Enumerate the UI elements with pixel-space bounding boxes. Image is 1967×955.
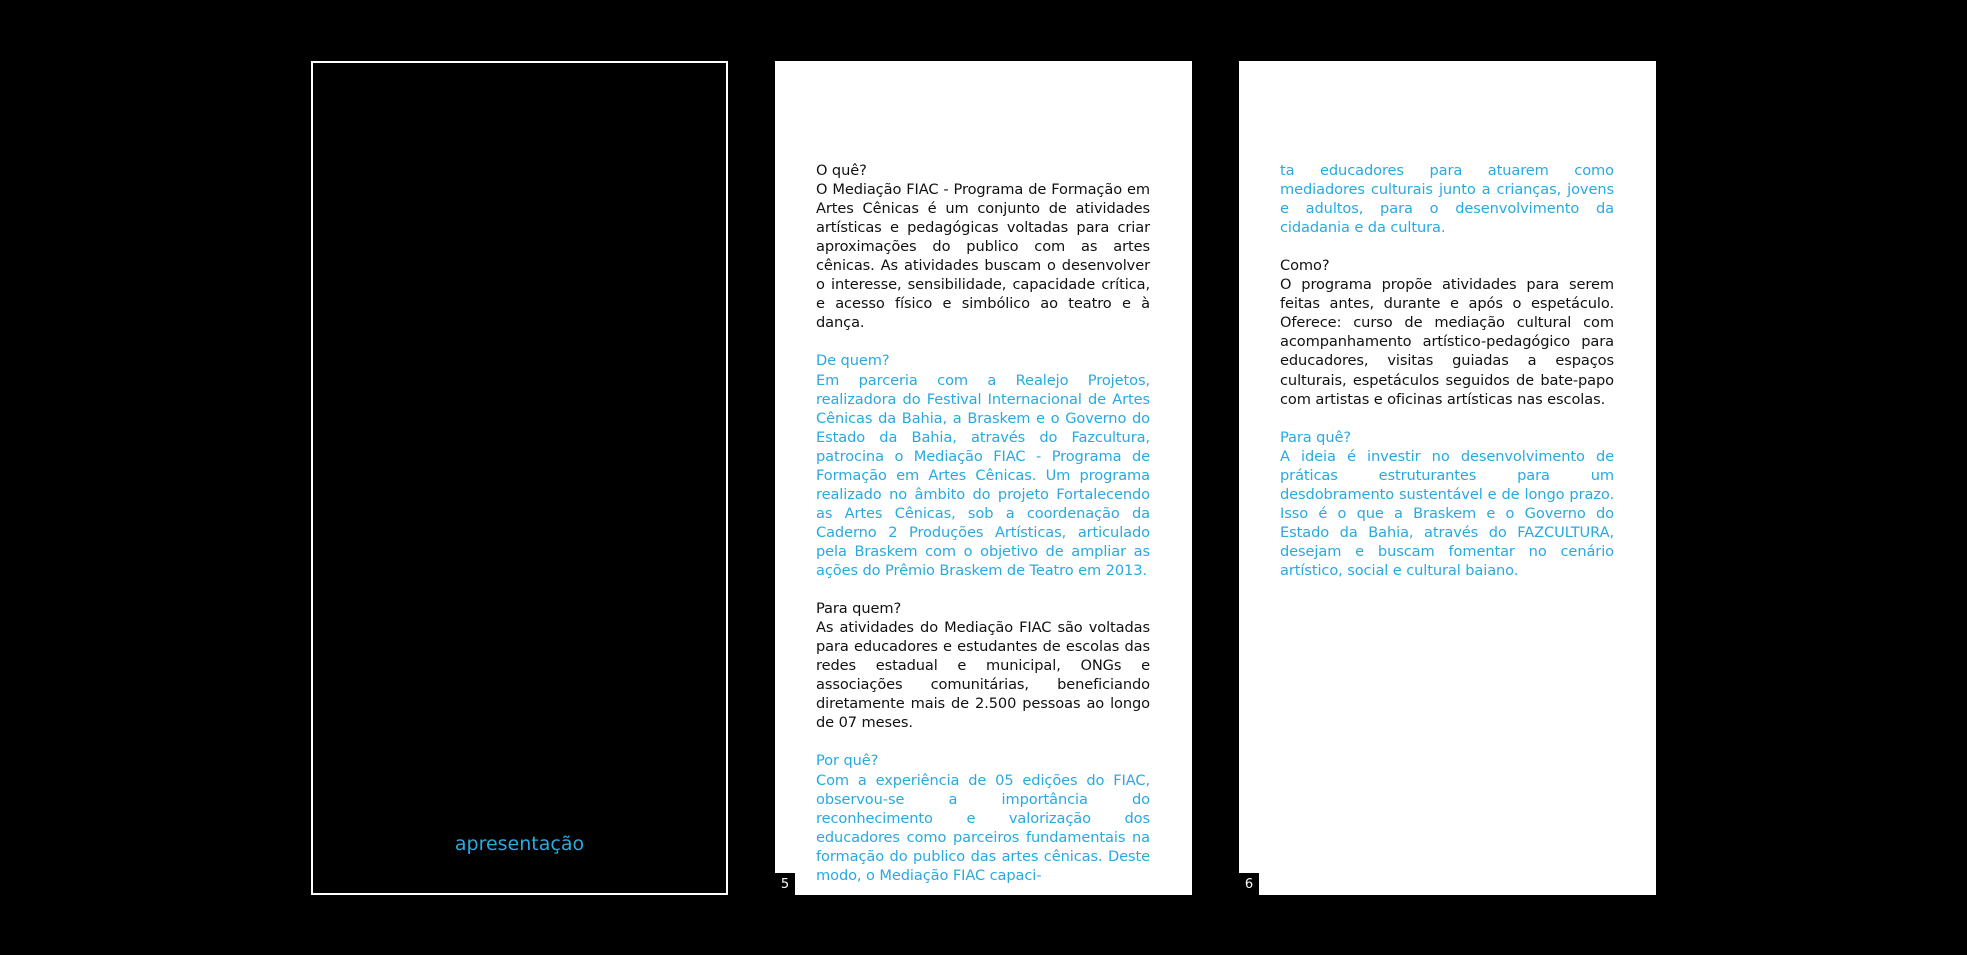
section-heading: Por quê? <box>816 752 879 770</box>
section-o-que <box>816 161 1150 332</box>
section-por-que <box>816 751 1150 884</box>
section-para-que <box>1280 428 1614 580</box>
section-body: O programa propõe atividades para serem feitas antes, durante e após o espetáculo. Oferece: curso de mediação cultural com acompanhamento artístico-pedagógico para educadores, visitas guiadas a espaços culturais, espetáculos seguidos de bate-papo com artistas e oficinas artísticas nas escolas. <box>1280 276 1614 408</box>
continuation-text: ta educadores para atuarem como mediadores culturais junto a crianças, jovens e adultos, para o desenvolvimento da cidadania e da cultura. <box>1280 162 1614 237</box>
section-body: Em parceria com a Realejo Projetos, realizadora do Festival Internacional de Artes Cênicas da Bahia, a Braskem e o Governo do Estado da Bahia, através do Fazcultura, patrocina o Mediação FIAC - Programa de Formação em Artes Cênicas. Um programa realizado no âmbito do projeto Fortalecendo as Artes Cênicas, sob a coordenação da Caderno 2 Produções Artísticas, articulado pela Braskem com o objetivo de ampliar as ações do Prêmio Braskem de Teatro em 2013. <box>816 371 1150 579</box>
cover-title: apresentação <box>454 833 585 855</box>
section-para-quem <box>816 599 1150 732</box>
section-body: A ideia é investir no desenvolvimento de práticas estruturantes para um desdobramento sustentável e de longo prazo. Isso é o que a Braskem e o Governo do Estado da Bahia, através do FAZCULTURA, desejam e buscam fomentar no cenário artístico, social e cultural baiano. <box>1280 447 1614 579</box>
section-de-quem <box>816 351 1150 580</box>
cover-page <box>311 61 728 895</box>
section-body: O Mediação FIAC - Programa de Formação em Artes Cênicas é um conjunto de atividades artísticas e pedagógicas voltadas para criar aproximações do publico com as artes cênicas. As atividades buscam o desenvolver o interesse, sensibilidade, capacidade crítica, e acesso físico e simbólico ao teatro e à dança. <box>816 181 1150 332</box>
page-number: 5 <box>775 873 795 895</box>
section-heading: De quem? <box>816 352 890 370</box>
section-heading: Para quê? <box>1280 428 1352 446</box>
section-heading: Para quem? <box>816 600 902 618</box>
page-5 <box>775 61 1192 895</box>
section-heading: O quê? <box>816 162 867 179</box>
section-body: Com a experiência de 05 edições do FIAC, observou-se a importância do reconhecimento e valorização dos educadores como parceiros fundamentais na formação do publico das artes cênicas. Deste modo, o Mediação FIAC capaci- <box>816 771 1150 884</box>
section-heading: Como? <box>1280 257 1330 275</box>
page-5-text-column <box>816 161 1150 904</box>
section-body: As atividades do Mediação FIAC são voltadas para educadores e estudantes de escolas das redes estadual e municipal, ONGs e associações comunitárias, beneficiando diretamente mais de 2.500 pessoas ao longo de 07 meses. <box>816 619 1150 732</box>
page-number: 6 <box>1239 873 1259 895</box>
section-continuation <box>1280 161 1614 237</box>
page-6-text-column <box>1280 161 1614 599</box>
section-como <box>1280 256 1614 408</box>
page-6 <box>1239 61 1656 895</box>
